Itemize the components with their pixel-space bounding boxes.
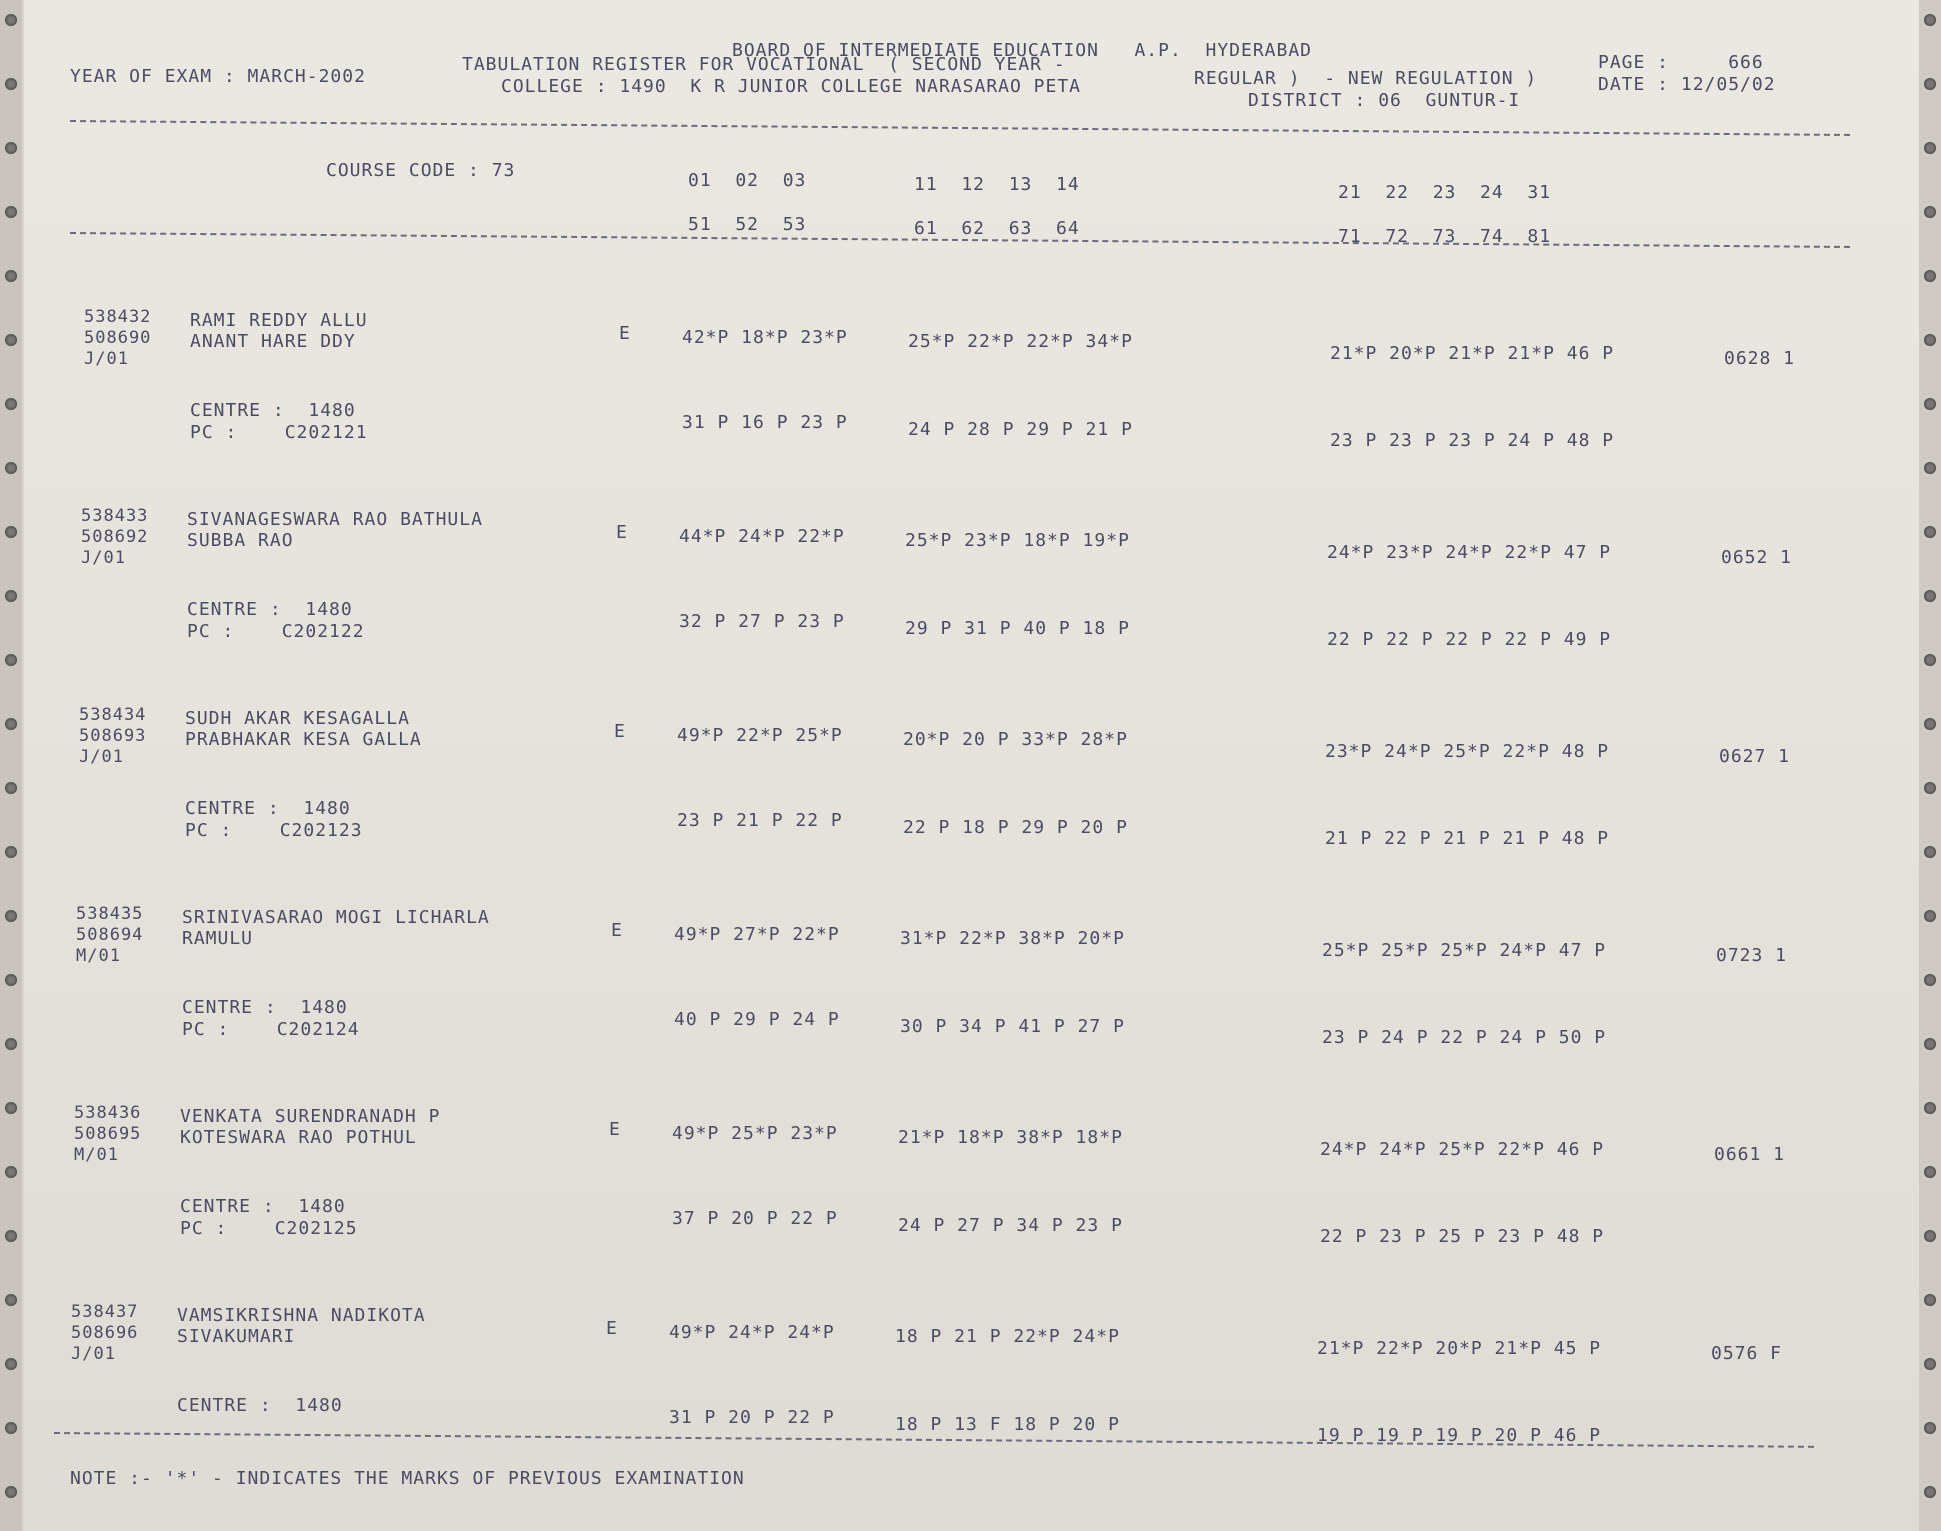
left-tractor-strip xyxy=(0,0,22,1531)
parent-name: KOTESWARA RAO POTHUL xyxy=(180,1127,417,1148)
tractor-hole xyxy=(1924,142,1936,154)
medium-code: E xyxy=(611,920,623,941)
marks-part3-row1: 21*P 20*P 21*P 21*P 46 P xyxy=(1330,343,1615,364)
marks-part1-row1: 49*P 24*P 24*P xyxy=(669,1322,835,1343)
tractor-hole xyxy=(1924,398,1936,410)
tractor-hole xyxy=(5,334,17,346)
group-code: M/01 xyxy=(76,946,121,966)
centre-label: CENTRE : 1480 xyxy=(185,798,351,819)
marks-part2-row2: 18 P 13 F 18 P 20 P xyxy=(895,1414,1120,1435)
medium-code: E xyxy=(609,1119,621,1140)
tractor-hole xyxy=(1924,910,1936,922)
tabulation-sheet xyxy=(24,0,1924,1531)
marks-part2-row1: 25*P 22*P 22*P 34*P xyxy=(908,331,1133,352)
tractor-hole xyxy=(5,1486,17,1498)
tractor-hole xyxy=(1924,334,1936,346)
tractor-hole xyxy=(1924,654,1936,666)
tractor-hole xyxy=(1924,462,1936,474)
tractor-hole xyxy=(1924,782,1936,794)
tractor-hole xyxy=(1924,1294,1936,1306)
medium-code: E xyxy=(614,721,626,742)
marks-part3-row2: 22 P 22 P 22 P 22 P 49 P xyxy=(1327,629,1612,650)
hall-ticket-number: 538433 xyxy=(81,506,149,526)
marks-part1-row2: 40 P 29 P 24 P xyxy=(674,1009,840,1030)
header-divider xyxy=(70,120,1850,136)
tractor-hole xyxy=(5,1038,17,1050)
student-name: VAMSIKRISHNA NADIKOTA xyxy=(177,1305,426,1326)
group-code: M/01 xyxy=(74,1145,119,1165)
student-name: VENKATA SURENDRANADH P xyxy=(180,1106,441,1127)
hall-ticket-number: 538435 xyxy=(76,904,144,924)
subject-codes-1b: 11 12 13 14 xyxy=(914,174,1080,195)
tractor-hole xyxy=(1924,1166,1936,1178)
total-marks-result: 0628 1 xyxy=(1724,348,1796,369)
right-tractor-strip xyxy=(1919,0,1941,1531)
register-title: TABULATION REGISTER FOR VOCATIONAL ( SECOND YEAR - xyxy=(462,54,1066,75)
parent-name: ANANT HARE DDY xyxy=(190,331,356,352)
regulation-text: REGULAR ) - NEW REGULATION ) xyxy=(1194,68,1538,89)
parent-name: SUBBA RAO xyxy=(187,530,294,551)
district-line: DISTRICT : 06 GUNTUR-I xyxy=(1248,90,1521,111)
tractor-hole xyxy=(1924,1230,1936,1242)
marks-part2-row2: 24 P 28 P 29 P 21 P xyxy=(908,419,1133,440)
report-date: DATE : 12/05/02 xyxy=(1598,74,1776,95)
tractor-hole xyxy=(1924,14,1936,26)
student-name: RAMI REDDY ALLU xyxy=(190,310,368,331)
tractor-hole xyxy=(5,910,17,922)
group-code: J/01 xyxy=(71,1344,116,1364)
tractor-hole xyxy=(1924,78,1936,90)
page-number: PAGE : 666 xyxy=(1598,52,1764,73)
subject-codes-1a: 01 02 03 xyxy=(688,170,807,191)
marks-part3-row2: 23 P 24 P 22 P 24 P 50 P xyxy=(1322,1027,1607,1048)
marks-part3-row1: 23*P 24*P 25*P 22*P 48 P xyxy=(1325,741,1610,762)
marks-part1-row1: 49*P 22*P 25*P xyxy=(677,725,843,746)
hall-ticket-number: 538437 xyxy=(71,1302,139,1322)
tractor-hole xyxy=(5,654,17,666)
parent-name: SIVAKUMARI xyxy=(177,1326,296,1347)
tractor-hole xyxy=(5,78,17,90)
registration-number: 508695 xyxy=(74,1124,142,1144)
total-marks-result: 0576 F xyxy=(1711,1343,1783,1364)
tractor-hole xyxy=(5,142,17,154)
medium-code: E xyxy=(619,323,631,344)
registration-number: 508690 xyxy=(84,328,152,348)
medium-code: E xyxy=(606,1318,618,1339)
marks-part1-row1: 42*P 18*P 23*P xyxy=(682,327,848,348)
group-code: J/01 xyxy=(79,747,124,767)
tractor-hole xyxy=(1924,1038,1936,1050)
marks-part2-row2: 24 P 27 P 34 P 23 P xyxy=(898,1215,1123,1236)
tractor-hole xyxy=(5,1230,17,1242)
student-name: SIVANAGESWARA RAO BATHULA xyxy=(187,509,483,530)
tractor-hole xyxy=(5,270,17,282)
tractor-hole xyxy=(5,14,17,26)
tractor-hole xyxy=(1924,974,1936,986)
tractor-hole xyxy=(1924,1102,1936,1114)
college-line: COLLEGE : 1490 K R JUNIOR COLLEGE NARASARAO PETA xyxy=(501,76,1082,97)
tractor-hole xyxy=(1924,526,1936,538)
pc-label: PC : C202124 xyxy=(182,1019,360,1040)
marks-part3-row2: 22 P 23 P 25 P 23 P 48 P xyxy=(1320,1226,1605,1247)
tractor-hole xyxy=(5,974,17,986)
centre-label: CENTRE : 1480 xyxy=(190,400,356,421)
total-marks-result: 0627 1 xyxy=(1719,746,1791,767)
marks-part1-row1: 49*P 25*P 23*P xyxy=(672,1123,838,1144)
pc-label: PC : C202122 xyxy=(187,621,365,642)
tractor-hole xyxy=(5,398,17,410)
hall-ticket-number: 538434 xyxy=(79,705,147,725)
marks-part1-row2: 32 P 27 P 23 P xyxy=(679,611,845,632)
marks-part2-row1: 20*P 20 P 33*P 28*P xyxy=(903,729,1128,750)
subject-codes-2a: 51 52 53 xyxy=(688,214,807,235)
board-title: BOARD OF INTERMEDIATE EDUCATION A.P. HYDERABAD xyxy=(732,40,1313,61)
footnote: NOTE :- '*' - INDICATES THE MARKS OF PREVIOUS EXAMINATION xyxy=(70,1468,745,1489)
marks-part2-row2: 22 P 18 P 29 P 20 P xyxy=(903,817,1128,838)
registration-number: 508692 xyxy=(81,527,149,547)
tractor-hole xyxy=(1924,1358,1936,1370)
marks-part3-row2: 23 P 23 P 23 P 24 P 48 P xyxy=(1330,430,1615,451)
parent-name: RAMULU xyxy=(182,928,254,949)
course-code-label: COURSE CODE : 73 xyxy=(326,160,516,181)
subject-codes-2c: 71 72 73 74 81 xyxy=(1338,226,1552,247)
tractor-hole xyxy=(5,782,17,794)
marks-part3-row1: 24*P 23*P 24*P 22*P 47 P xyxy=(1327,542,1612,563)
year-of-exam: YEAR OF EXAM : MARCH-2002 xyxy=(70,66,366,87)
marks-part1-row1: 44*P 24*P 22*P xyxy=(679,526,845,547)
tractor-hole xyxy=(5,1102,17,1114)
total-marks-result: 0652 1 xyxy=(1721,547,1793,568)
centre-label: CENTRE : 1480 xyxy=(182,997,348,1018)
total-marks-result: 0661 1 xyxy=(1714,1144,1786,1165)
tractor-hole xyxy=(1924,270,1936,282)
marks-part2-row1: 21*P 18*P 38*P 18*P xyxy=(898,1127,1123,1148)
tractor-hole xyxy=(1924,1422,1936,1434)
centre-label: CENTRE : 1480 xyxy=(177,1395,343,1416)
group-code: J/01 xyxy=(81,548,126,568)
marks-part1-row2: 31 P 20 P 22 P xyxy=(669,1407,835,1428)
marks-part2-row2: 30 P 34 P 41 P 27 P xyxy=(900,1016,1125,1037)
marks-part1-row1: 49*P 27*P 22*P xyxy=(674,924,840,945)
tractor-hole xyxy=(5,1422,17,1434)
tractor-hole xyxy=(5,590,17,602)
subject-codes-2b: 61 62 63 64 xyxy=(914,218,1080,239)
hall-ticket-number: 538432 xyxy=(84,307,152,327)
marks-part2-row2: 29 P 31 P 40 P 18 P xyxy=(905,618,1130,639)
tractor-hole xyxy=(1924,206,1936,218)
hall-ticket-number: 538436 xyxy=(74,1103,142,1123)
marks-part1-row2: 37 P 20 P 22 P xyxy=(672,1208,838,1229)
marks-part3-row1: 24*P 24*P 25*P 22*P 46 P xyxy=(1320,1139,1605,1160)
registration-number: 508693 xyxy=(79,726,147,746)
tractor-hole xyxy=(1924,718,1936,730)
tractor-hole xyxy=(5,206,17,218)
tractor-hole xyxy=(1924,1486,1936,1498)
tractor-hole xyxy=(5,718,17,730)
tractor-hole xyxy=(1924,846,1936,858)
centre-label: CENTRE : 1480 xyxy=(180,1196,346,1217)
parent-name: PRABHAKAR KESA GALLA xyxy=(185,729,422,750)
student-name: SRINIVASARAO MOGI LICHARLA xyxy=(182,907,490,928)
marks-part3-row2: 19 P 19 P 19 P 20 P 46 P xyxy=(1317,1425,1602,1446)
group-code: J/01 xyxy=(84,349,129,369)
tractor-hole xyxy=(5,1294,17,1306)
medium-code: E xyxy=(616,522,628,543)
tractor-hole xyxy=(5,1166,17,1178)
student-name: SUDH AKAR KESAGALLA xyxy=(185,708,410,729)
total-marks-result: 0723 1 xyxy=(1716,945,1788,966)
registration-number: 508696 xyxy=(71,1323,139,1343)
marks-part2-row1: 31*P 22*P 38*P 20*P xyxy=(900,928,1125,949)
marks-part2-row1: 18 P 21 P 22*P 24*P xyxy=(895,1326,1120,1347)
marks-part3-row2: 21 P 22 P 21 P 21 P 48 P xyxy=(1325,828,1610,849)
centre-label: CENTRE : 1480 xyxy=(187,599,353,620)
registration-number: 508694 xyxy=(76,925,144,945)
tractor-hole xyxy=(5,462,17,474)
marks-part3-row1: 21*P 22*P 20*P 21*P 45 P xyxy=(1317,1338,1602,1359)
marks-part2-row1: 25*P 23*P 18*P 19*P xyxy=(905,530,1130,551)
marks-part1-row2: 31 P 16 P 23 P xyxy=(682,412,848,433)
marks-part3-row1: 25*P 25*P 25*P 24*P 47 P xyxy=(1322,940,1607,961)
pc-label: PC : C202123 xyxy=(185,820,363,841)
pc-label: PC : C202125 xyxy=(180,1218,358,1239)
tractor-hole xyxy=(1924,590,1936,602)
pc-label: PC : C202121 xyxy=(190,422,368,443)
tractor-hole xyxy=(5,526,17,538)
subject-codes-1c: 21 22 23 24 31 xyxy=(1338,182,1552,203)
tractor-hole xyxy=(5,1358,17,1370)
marks-part1-row2: 23 P 21 P 22 P xyxy=(677,810,843,831)
tractor-hole xyxy=(5,846,17,858)
